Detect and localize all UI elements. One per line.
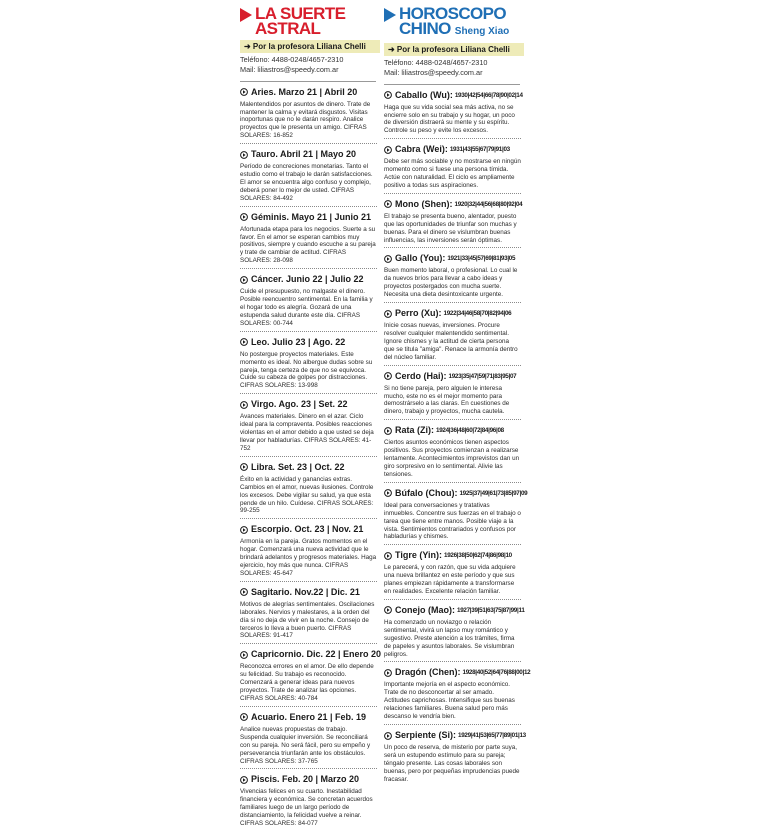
bullet-icon bbox=[384, 200, 392, 208]
chinese-sign-text: Ciertos asuntos económicos tienen aspectos positivos. Sus proyectos comienzan a realizarse lentamente. Acontecimientos imprevistos dan un giro sorpresivo en lo sentimental. Alivie las tensiones. bbox=[384, 439, 520, 478]
bullet-icon bbox=[240, 713, 248, 721]
bullet-icon bbox=[240, 401, 248, 409]
entry-separator bbox=[240, 456, 377, 457]
chinese-sign-name: Rata (Zi): bbox=[395, 425, 434, 436]
chinese-sign-heading bbox=[384, 144, 521, 155]
bullet-icon bbox=[240, 338, 248, 346]
astral-entry bbox=[240, 462, 377, 516]
astral-contact bbox=[240, 55, 385, 75]
entry-separator bbox=[240, 393, 377, 394]
chinese-sign-name: Caballo (Wu): bbox=[395, 89, 453, 100]
chinese-sign-text: Importante mejoría en el aspecto económico. Trate de no desconcertar al ser amado. Actitudes caprichosas. Intensifique sus buenas relaciones familiares. Buena salud pero más descanso le vendría bien. bbox=[384, 681, 515, 721]
entry-separator bbox=[240, 518, 377, 519]
astral-sign-name: Piscis. Feb. 20 | Marzo 20 bbox=[251, 774, 360, 785]
bullet-icon bbox=[384, 427, 392, 435]
astral-entry bbox=[240, 524, 377, 578]
chinese-title-line2 bbox=[399, 21, 509, 39]
astral-sign-text: Período de concreciones monetarias. Tanto el estudio como el trabajo le darán satisfacciones. El amor se encuentra algo confuso y complejo, deberá poner lo mejor de usted. CIFRAS SOLARES: 84-492 bbox=[240, 163, 373, 202]
astral-sign-heading bbox=[240, 649, 382, 660]
entry-separator bbox=[384, 419, 521, 420]
chinese-sign-name: Perro (Xu): bbox=[395, 308, 442, 319]
astral-sign-name: Sagitario. Nov.22 | Dic. 21 bbox=[251, 586, 360, 597]
astral-sign-text: Analice nuevas propuestas de trabajo. Suspenda cualquier inversión. Se reconciliará con su pareja. No será fácil, pero su empeño y perseverancia triunfarán ante los obstáculos. CIFRAS SOLARES: 37-765 bbox=[240, 725, 371, 765]
entry-separator bbox=[384, 482, 521, 483]
astral-sign-name: Leo. Julio 23 | Ago. 22 bbox=[251, 336, 346, 347]
entry-separator bbox=[384, 365, 521, 366]
astral-sign-name: Libra. Set. 23 | Oct. 22 bbox=[251, 461, 345, 472]
divider bbox=[384, 84, 520, 85]
chinese-sign-text: Debe ser más sociable y no mostrarse en ningún momento como si fuese una persona tímida. Actúe con naturalidad. El ciclo es ampliamente positivo a todas sus aspiraciones. bbox=[384, 158, 521, 189]
chinese-entry bbox=[384, 730, 526, 784]
astral-title-line1: LA SUERTE bbox=[255, 4, 346, 23]
entry-separator bbox=[384, 193, 521, 194]
entry-separator bbox=[240, 143, 377, 144]
astral-sign-heading bbox=[240, 87, 377, 98]
chinese-sign-years: 1929|41|53|65|77|89|01|13 bbox=[458, 732, 526, 739]
chinese-sign-text: Inicie cosas nuevas, inversiones. Procure resolver cualquier malentendido sentimental. Ignore chismes y la actitud de cierta persona que se titula "amiga". Renace la armonía dentro del núcleo familiar. bbox=[384, 322, 518, 361]
chinese-contact bbox=[384, 58, 530, 78]
bullet-icon bbox=[240, 651, 248, 659]
entry-separator bbox=[240, 268, 377, 269]
astral-sign-name: Capricornio. Dic. 22 | Enero 20 bbox=[251, 649, 382, 660]
chinese-sign-text: Le parecerá, y con razón, que su vida adquiere una nueva brillantez en este período y que sus planes empiezan rápidamente a transformarse en realidades. Excelente relación familiar. bbox=[384, 564, 516, 596]
chinese-sign-text: Ideal para conversaciones y tratativas inmuebles. Concentre sus fuerzas en el trabajo o tarea que tiene entre manos. Posible viaje a la vista. Sentimientos contrariados y confusos por habladurías y chismes. bbox=[384, 501, 521, 541]
bullet-icon bbox=[384, 310, 392, 318]
astral-entry bbox=[240, 337, 377, 391]
bullet-icon bbox=[240, 213, 248, 221]
astral-column bbox=[240, 6, 385, 828]
chinese-sign-name: Gallo (You): bbox=[395, 253, 446, 264]
chinese-sign-years: 1931|43|55|67|79|91|03 bbox=[449, 146, 510, 154]
entry-separator bbox=[240, 768, 377, 769]
bullet-icon bbox=[384, 146, 392, 154]
chinese-sign-text: Buen momento laboral, o profesional. Lo cual le da nuevos bríos para llevar a cabo ideas y proyectos postergados con mucha suerte. Necesita una dieta desintoxicante urgente. bbox=[384, 267, 518, 299]
entry-separator bbox=[240, 706, 377, 707]
chinese-sign-name: Mono (Shen): bbox=[395, 198, 453, 209]
chinese-entry bbox=[384, 487, 528, 542]
astral-entry bbox=[240, 649, 382, 703]
chinese-entry bbox=[384, 90, 521, 136]
entry-separator bbox=[240, 581, 377, 582]
astral-entry bbox=[240, 87, 377, 141]
entry-separator bbox=[384, 247, 521, 248]
astral-sign-name: Escorpio. Oct. 23 | Nov. 21 bbox=[251, 524, 364, 535]
chinese-title bbox=[399, 6, 509, 39]
astral-sign-name: Cáncer. Junio 22 | Julio 22 bbox=[251, 274, 364, 285]
astral-title-line2: ASTRAL bbox=[255, 19, 321, 38]
astral-sign-name: Aries. Marzo 21 | Abril 20 bbox=[251, 86, 358, 97]
bullet-icon bbox=[240, 88, 248, 96]
entry-separator bbox=[240, 206, 377, 207]
chinese-sign-name: Serpiente (Si): bbox=[395, 730, 457, 740]
entry-separator bbox=[384, 302, 521, 303]
chinese-sign-heading bbox=[384, 90, 521, 101]
astral-entry bbox=[240, 274, 377, 328]
astral-sign-heading bbox=[240, 774, 377, 785]
red-arrow-icon bbox=[240, 8, 252, 22]
astral-sign-name: Virgo. Ago. 23 | Set. 22 bbox=[251, 399, 348, 410]
chinese-sign-name: Conejo (Mao): bbox=[395, 604, 455, 615]
chinese-sign-years: 1923|35|47|59|71|83|95|07 bbox=[448, 372, 517, 380]
entry-separator bbox=[384, 544, 521, 545]
chinese-sign-text: Un poco de reserva, de misterio por parte suya, será un estupendo estímulo para su pareja; téngalo presente. Las cosas laborales son buenas, pero por pequeñas imprudencias puede fracasar. bbox=[384, 744, 520, 783]
chinese-sign-years: 1924|36|48|60|72|84|96|08 bbox=[436, 427, 504, 435]
entry-separator bbox=[240, 331, 377, 332]
chinese-entry bbox=[384, 371, 521, 417]
chinese-entry bbox=[384, 550, 521, 596]
chinese-phone: Teléfono: 4488-0248/4657-2310 bbox=[384, 58, 488, 67]
astral-sign-list bbox=[240, 87, 385, 828]
astral-entry bbox=[240, 774, 377, 828]
astral-title bbox=[255, 6, 345, 36]
chinese-sign-heading bbox=[384, 199, 521, 210]
chinese-entry bbox=[384, 667, 531, 721]
astral-sign-heading bbox=[240, 524, 377, 535]
astral-header bbox=[240, 6, 385, 36]
chinese-sign-name: Búfalo (Chou): bbox=[395, 487, 458, 498]
astral-sign-name: Tauro. Abril 21 | Mayo 20 bbox=[251, 149, 357, 160]
chinese-title-line1: HOROSCOPO bbox=[399, 4, 507, 23]
astral-sign-heading bbox=[240, 462, 377, 473]
bullet-icon bbox=[240, 776, 248, 784]
chinese-title-word: CHINO bbox=[399, 19, 451, 38]
chinese-sign-heading bbox=[384, 253, 521, 264]
astral-sign-name: Acuario. Enero 21 | Feb. 19 bbox=[251, 711, 367, 722]
chinese-sign-heading bbox=[384, 730, 526, 741]
divider bbox=[240, 81, 376, 82]
chinese-sign-years: 1926|38|50|62|74|86|98|10 bbox=[444, 552, 512, 560]
entry-separator bbox=[384, 661, 521, 662]
chinese-sign-name: Dragón (Chen): bbox=[395, 667, 461, 678]
astral-sign-text: Afortunada etapa para los negocios. Suerte a su favor. En el amor se esperan cambios muy positivos, siempre y cuando escuche a su pareja y trate de cambiar de actitud. CIFRAS SOLARES: 28-098 bbox=[240, 225, 376, 265]
bullet-icon bbox=[240, 151, 248, 159]
chinese-entry bbox=[384, 144, 521, 190]
bullet-icon bbox=[240, 463, 248, 471]
chinese-mail: Mail: liliastros@speedy.com.ar bbox=[384, 67, 483, 77]
chinese-sign-heading bbox=[384, 371, 521, 382]
chinese-sign-text: Si no tiene pareja, pero alguien le interesa mucho, este no es el mejor momento para demostrárselo a las claras. En cuestiones de dinero, trabajo y proyectos, mucha cautela. bbox=[384, 384, 510, 416]
chinese-entry bbox=[384, 604, 525, 659]
chinese-sign-heading bbox=[384, 487, 528, 499]
entry-separator bbox=[384, 599, 521, 600]
chinese-entry bbox=[384, 308, 521, 362]
astral-sign-text: Vivencias felices en su cuarto. Inestabilidad financiera y económica. Se concretan acuerdos familiares luego de un largo período de distanciamiento, la felicidad vuelve a reinar. CIFRAS SOLARES: 84-077 bbox=[240, 788, 373, 828]
chinese-entry bbox=[384, 199, 521, 245]
chinese-entry bbox=[384, 425, 521, 479]
chinese-sign-heading bbox=[384, 667, 531, 678]
chinese-sign-heading bbox=[384, 604, 525, 616]
astral-sign-text: Avances materiales. Dinero en el azar. Ciclo ideal para la compraventa. Posibles reacciones violentas en el amor debido a que usted se deja llevar por habladurías. CIFRAS SOLARES: 41-752 bbox=[240, 413, 374, 452]
chinese-subtitle: Sheng Xiao bbox=[454, 26, 510, 37]
astral-entry bbox=[240, 212, 377, 266]
bullet-icon bbox=[384, 91, 392, 99]
astral-sign-text: Cuide el presupuesto, no malgaste el dinero. Posible reencuentro sentimental. En la familia y el hogar todo es alegría. Gozará de una estupenda salud durante este día. CIFRAS SOLARES: 00-744 bbox=[240, 288, 373, 327]
entry-separator bbox=[384, 724, 521, 725]
bullet-icon bbox=[240, 588, 248, 596]
chinese-sign-years: 1922|34|46|58|70|82|94|06 bbox=[443, 310, 512, 318]
bullet-icon bbox=[384, 255, 392, 263]
astral-sign-heading bbox=[240, 337, 377, 348]
astral-entry bbox=[240, 399, 377, 453]
chinese-sign-years: 1927|39|51|63|75|87|99|11 bbox=[457, 606, 525, 614]
chinese-sign-years: 1930|42|54|66|78|90|02|14 bbox=[454, 91, 523, 99]
bullet-icon bbox=[384, 489, 392, 497]
chinese-sign-name: Cabra (Wei): bbox=[395, 144, 448, 155]
chinese-sign-heading bbox=[384, 425, 521, 436]
astral-sign-heading bbox=[240, 399, 377, 410]
astral-sign-heading bbox=[240, 274, 377, 285]
chinese-sign-years: 1928|40|52|64|76|88|00|12 bbox=[462, 669, 531, 677]
bullet-icon bbox=[240, 276, 248, 284]
chinese-header bbox=[384, 6, 530, 39]
astral-entry bbox=[240, 587, 377, 641]
astral-sign-name: Géminis. Mayo 21 | Junio 21 bbox=[251, 211, 372, 222]
chinese-sign-text: Haga que su vida social sea más activa, no se encierre solo en su trabajo y su hogar, un poco de diversión distraerá su mente y su espíritu. Controle su peso y evite los excesos. bbox=[384, 103, 515, 135]
chinese-column bbox=[384, 6, 530, 784]
chinese-entry bbox=[384, 253, 521, 299]
astral-phone: Teléfono: 4488-0248/4657-2310 bbox=[240, 55, 344, 64]
astral-entry bbox=[240, 149, 377, 203]
astral-sign-heading bbox=[240, 712, 377, 723]
bullet-icon bbox=[384, 669, 392, 677]
bullet-icon bbox=[384, 606, 392, 614]
chinese-sign-name: Cerdo (Hai): bbox=[395, 370, 447, 381]
entry-separator bbox=[240, 643, 377, 644]
blue-arrow-icon bbox=[384, 8, 396, 22]
chinese-author: ➜ Por la profesora Liliana Chelli bbox=[384, 43, 524, 56]
astral-entry bbox=[240, 712, 377, 766]
astral-sign-text: No postergue proyectos materiales. Este momento es ideal. No albergue dudas sobre su pareja, tenga certeza de que no se equivoca. Cuide su cabeza de golpes por distracciones. CIFRAS SOLARES: 13-998 bbox=[240, 350, 373, 390]
astral-sign-text: Armonía en la pareja. Gratos momentos en el hogar. Comenzará una nueva actividad que le brindará adelantos y progresos materiales. Haga ejercicio, hoy más que nunca. CIFRAS SOLARES: 45-647 bbox=[240, 538, 377, 577]
bullet-icon bbox=[384, 372, 392, 380]
chinese-sign-list bbox=[384, 90, 530, 784]
chinese-sign-heading bbox=[384, 550, 521, 561]
astral-sign-text: Malentendidos por asuntos de dinero. Trate de mantener la calma y evitará disgustos. Visitas inoportunas que no le darán respiro. Analice proyectos que le presenta un amigo. CIFRAS SOLARES: 16-852 bbox=[240, 100, 371, 140]
chinese-sign-years: 1925|37|49|61|73|85|97|09 bbox=[459, 489, 528, 497]
astral-sign-heading bbox=[240, 587, 377, 598]
bullet-icon bbox=[384, 552, 392, 560]
chinese-sign-years: 1921|33|45|57|69|81|93|05 bbox=[447, 255, 516, 263]
entry-separator bbox=[384, 138, 521, 139]
astral-sign-text: Motivos de alegrías sentimentales. Oscilaciones laborales. Nervios y malestares, a la orden del día si no deja de vivir en la noche. Consejo de terceros lo lleva a buen puerto. CIFRAS SOLARES: 91-417 bbox=[240, 600, 375, 640]
astral-sign-text: Reconozca errores en el amor. De ello depende su felicidad. Su trabajo es reconocido. Comenzará a generar ideas para nuevos proyectos. Trate de analizar las opciones. CIFRAS SOLARES: 40-784 bbox=[240, 663, 374, 702]
astral-sign-heading bbox=[240, 149, 377, 160]
chinese-sign-text: El trabajo se presenta bueno, alentador, puesto que las oportunidades de triunfar son muchas y buenas. Para el dinero se vislumbran buenas influencias, las inversiones serán óptimas. bbox=[384, 212, 517, 244]
chinese-sign-name: Tigre (Yin): bbox=[395, 550, 442, 561]
bullet-icon bbox=[384, 732, 392, 740]
astral-sign-heading bbox=[240, 212, 377, 223]
astral-mail: Mail: liliastros@speedy.com.ar bbox=[240, 64, 339, 74]
astral-author: ➜ Por la profesora Liliana Chelli bbox=[240, 40, 380, 53]
chinese-sign-text: Ha comenzado un noviazgo o relación sentimental, vivirá un lapso muy romántico y sugestivo. Preste atención a los trámites, firma de papeles y asuntos laborales. Se vislumbran peligros. bbox=[384, 618, 515, 658]
astral-sign-text: Éxito en la actividad y ganancias extras. Cambios en el amor, nuevas ilusiones. Controle los excesos. Debe vigilar su salud, ya que esta pende de un hilo. Cuídese. CIFRAS SOLARES: 99-255 bbox=[240, 475, 374, 515]
chinese-sign-heading bbox=[384, 308, 521, 319]
bullet-icon bbox=[240, 526, 248, 534]
chinese-sign-years: 1920|32|44|56|68|80|92|04 bbox=[454, 200, 523, 208]
